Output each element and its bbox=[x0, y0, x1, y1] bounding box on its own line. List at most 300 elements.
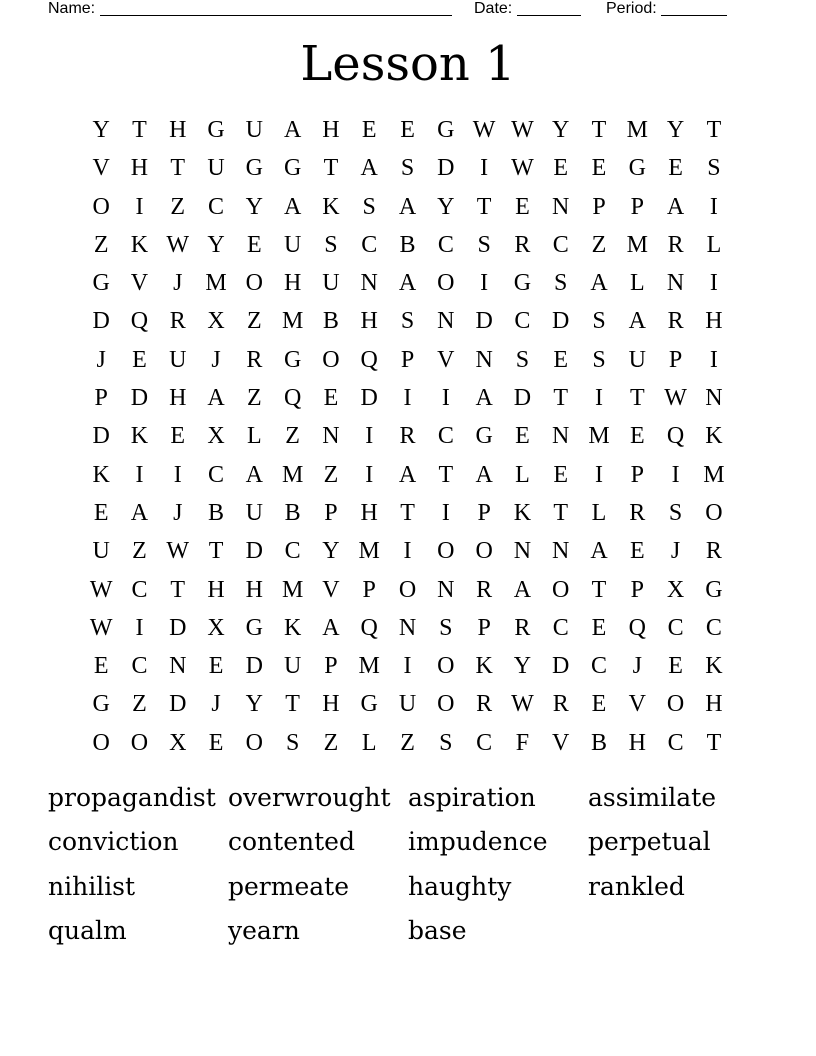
grid-letter[interactable]: U bbox=[283, 231, 302, 258]
grid-letter[interactable]: A bbox=[360, 155, 378, 182]
grid-letter[interactable]: E bbox=[208, 729, 224, 756]
grid-letter[interactable]: J bbox=[670, 538, 681, 565]
grid-letter[interactable]: E bbox=[629, 423, 645, 450]
grid-letter[interactable]: S bbox=[324, 231, 338, 258]
grid-letter[interactable]: T bbox=[706, 117, 722, 143]
grid-letter[interactable]: N bbox=[322, 423, 340, 450]
grid-letter[interactable]: Y bbox=[513, 653, 532, 680]
grid-letter[interactable]: P bbox=[630, 576, 644, 603]
grid-letter[interactable]: V bbox=[437, 346, 455, 373]
grid-letter[interactable]: C bbox=[514, 308, 531, 335]
grid-letter[interactable]: K bbox=[475, 653, 493, 680]
grid-letter[interactable]: O bbox=[322, 346, 340, 373]
grid-letter[interactable]: M bbox=[358, 538, 380, 565]
grid-letter[interactable]: N bbox=[437, 576, 455, 603]
grid-letter[interactable]: A bbox=[628, 308, 646, 335]
grid-letter[interactable]: O bbox=[437, 270, 455, 297]
grid-letter[interactable]: H bbox=[628, 729, 646, 756]
grid-letter[interactable]: H bbox=[705, 308, 723, 335]
grid-letter[interactable]: J bbox=[211, 346, 221, 373]
grid-letter[interactable]: I bbox=[709, 346, 718, 373]
grid-letter[interactable]: S bbox=[668, 499, 683, 526]
grid-letter[interactable]: C bbox=[361, 231, 378, 258]
grid-letter[interactable]: W bbox=[511, 117, 534, 143]
grid-letter[interactable]: B bbox=[284, 499, 301, 526]
grid-letter[interactable]: N bbox=[513, 538, 532, 565]
grid-letter[interactable]: J bbox=[173, 499, 183, 526]
grid-letter[interactable]: O bbox=[130, 729, 149, 756]
grid-letter[interactable]: G bbox=[475, 423, 493, 450]
grid-letter[interactable]: R bbox=[246, 346, 263, 373]
grid-letter[interactable]: D bbox=[513, 385, 532, 412]
grid-letter[interactable]: U bbox=[322, 270, 340, 297]
grid-letter[interactable]: H bbox=[322, 117, 340, 143]
grid-letter[interactable]: G bbox=[283, 155, 302, 182]
grid-letter[interactable]: Z bbox=[591, 231, 607, 258]
grid-letter[interactable]: Q bbox=[628, 614, 646, 641]
grid-letter[interactable]: C bbox=[131, 576, 148, 603]
grid-letter[interactable]: V bbox=[628, 691, 646, 718]
grid-letter[interactable]: O bbox=[475, 538, 493, 565]
grid-letter[interactable]: U bbox=[207, 155, 225, 182]
grid-letter[interactable]: V bbox=[92, 155, 110, 182]
grid-letter[interactable]: W bbox=[664, 385, 687, 412]
grid-letter[interactable]: K bbox=[130, 231, 149, 258]
grid-letter[interactable]: Q bbox=[360, 346, 378, 373]
grid-letter[interactable]: W bbox=[472, 117, 496, 143]
grid-letter[interactable]: E bbox=[591, 614, 607, 641]
grid-letter[interactable]: C bbox=[437, 231, 454, 258]
grid-letter[interactable]: X bbox=[207, 308, 225, 335]
grid-letter[interactable]: S bbox=[285, 729, 300, 756]
grid-letter[interactable]: W bbox=[166, 538, 190, 565]
grid-letter[interactable]: G bbox=[245, 614, 263, 641]
grid-letter[interactable]: Y bbox=[552, 117, 570, 143]
grid-letter[interactable]: S bbox=[400, 308, 415, 335]
grid-letter[interactable]: R bbox=[667, 231, 684, 258]
grid-letter[interactable]: Q bbox=[130, 308, 149, 335]
grid-letter[interactable]: W bbox=[166, 231, 190, 258]
grid-letter[interactable]: W bbox=[89, 614, 113, 641]
word-bank-item: rankled bbox=[588, 871, 685, 901]
grid-letter[interactable]: B bbox=[208, 499, 225, 526]
grid-letter[interactable]: O bbox=[666, 691, 685, 718]
grid-letter[interactable]: M bbox=[703, 461, 725, 488]
grid-letter[interactable]: D bbox=[475, 308, 493, 335]
grid-letter[interactable]: E bbox=[400, 117, 415, 143]
grid-letter[interactable]: R bbox=[399, 423, 416, 450]
grid-letter[interactable]: G bbox=[92, 691, 110, 718]
grid-letter[interactable]: E bbox=[93, 499, 109, 526]
grid-letter[interactable]: Y bbox=[207, 231, 225, 258]
grid-letter[interactable]: T bbox=[706, 729, 722, 756]
grid-letter[interactable]: M bbox=[281, 576, 304, 603]
grid-letter[interactable]: C bbox=[208, 461, 225, 488]
grid-letter[interactable]: O bbox=[437, 538, 455, 565]
grid-letter[interactable]: H bbox=[130, 155, 149, 182]
grid-row bbox=[82, 188, 733, 226]
grid-letter[interactable]: E bbox=[668, 653, 683, 680]
grid-letter[interactable]: C bbox=[437, 423, 454, 450]
grid-letter[interactable]: H bbox=[169, 117, 187, 143]
grid-letter[interactable]: T bbox=[591, 576, 607, 603]
grid-letter[interactable]: I bbox=[135, 614, 144, 641]
grid-letter[interactable]: L bbox=[361, 729, 377, 756]
grid-letter[interactable]: S bbox=[477, 231, 491, 258]
grid-letter[interactable]: A bbox=[475, 461, 493, 488]
grid-letter[interactable]: Z bbox=[247, 385, 262, 412]
grid-letter[interactable]: K bbox=[130, 423, 149, 450]
grid-letter[interactable]: Z bbox=[323, 729, 339, 756]
grid-letter[interactable]: O bbox=[437, 691, 455, 718]
grid-letter[interactable]: J bbox=[96, 346, 106, 373]
grid-letter[interactable]: D bbox=[92, 423, 110, 450]
grid-letter[interactable]: E bbox=[247, 231, 262, 258]
grid-row bbox=[82, 341, 733, 379]
word-bank-item: aspiration bbox=[408, 783, 536, 812]
grid-letter[interactable]: S bbox=[592, 308, 606, 335]
grid-letter[interactable]: C bbox=[476, 729, 493, 756]
grid-letter[interactable]: I bbox=[441, 385, 450, 412]
grid-letter[interactable]: S bbox=[439, 729, 453, 756]
grid-letter[interactable]: R bbox=[667, 308, 684, 335]
grid-letter[interactable]: H bbox=[207, 576, 225, 603]
grid-letter[interactable]: V bbox=[322, 576, 340, 603]
grid-letter[interactable]: T bbox=[400, 499, 415, 526]
grid-letter[interactable]: T bbox=[476, 193, 492, 220]
grid-letter[interactable]: H bbox=[245, 576, 263, 603]
grid-letter[interactable]: I bbox=[135, 461, 144, 488]
grid-letter[interactable]: N bbox=[360, 270, 378, 297]
grid-letter[interactable]: X bbox=[169, 729, 187, 756]
grid-letter[interactable]: I bbox=[403, 385, 412, 412]
grid-letter[interactable]: P bbox=[324, 653, 338, 680]
grid-letter[interactable]: H bbox=[360, 308, 378, 335]
grid-letter[interactable]: C bbox=[131, 653, 148, 680]
grid-letter[interactable]: E bbox=[515, 423, 530, 450]
period-blank-line[interactable] bbox=[661, 0, 727, 16]
date-field[interactable] bbox=[474, 0, 581, 18]
grid-letter[interactable]: S bbox=[707, 155, 721, 182]
grid-letter[interactable]: R bbox=[514, 231, 531, 258]
grid-letter[interactable]: O bbox=[705, 499, 723, 526]
grid-letter[interactable]: Y bbox=[245, 193, 263, 220]
grid-letter[interactable]: J bbox=[211, 691, 221, 718]
grid-letter[interactable]: N bbox=[666, 270, 685, 297]
grid-letter[interactable]: Z bbox=[132, 691, 147, 718]
grid-letter[interactable]: G bbox=[207, 117, 225, 143]
grid-letter[interactable]: D bbox=[169, 691, 187, 718]
grid-letter[interactable]: E bbox=[553, 346, 569, 373]
grid-letter[interactable]: N bbox=[552, 538, 570, 565]
grid-letter[interactable]: L bbox=[629, 270, 645, 297]
grid-letter[interactable]: U bbox=[283, 653, 302, 680]
grid-letter[interactable]: M bbox=[626, 231, 648, 258]
grid-letter[interactable]: H bbox=[705, 691, 723, 718]
grid-letter[interactable]: C bbox=[552, 231, 569, 258]
grid-letter[interactable]: M bbox=[205, 270, 227, 297]
grid-letter[interactable]: W bbox=[511, 691, 534, 718]
grid-letter[interactable]: V bbox=[130, 270, 149, 297]
grid-letter[interactable]: I bbox=[365, 461, 374, 488]
grid-letter[interactable]: I bbox=[595, 461, 603, 488]
grid-letter[interactable]: I bbox=[671, 461, 680, 488]
grid-letter[interactable]: O bbox=[245, 729, 263, 756]
grid-letter[interactable]: Z bbox=[93, 231, 109, 258]
grid-letter[interactable]: X bbox=[207, 423, 225, 450]
grid-letter[interactable]: O bbox=[552, 576, 570, 603]
grid-letter[interactable]: G bbox=[437, 117, 455, 143]
grid-letter[interactable]: M bbox=[281, 308, 304, 335]
grid-letter[interactable]: K bbox=[705, 423, 723, 450]
grid-letter[interactable]: D bbox=[437, 155, 455, 182]
grid-letter[interactable]: I bbox=[403, 538, 412, 565]
name-blank-line[interactable] bbox=[100, 0, 452, 16]
grid-letter[interactable]: T bbox=[132, 117, 147, 143]
grid-letter[interactable]: K bbox=[705, 653, 723, 680]
grid-letter[interactable]: H bbox=[283, 270, 302, 297]
grid-letter[interactable]: E bbox=[323, 385, 339, 412]
grid-letter[interactable]: S bbox=[362, 193, 376, 220]
grid-letter[interactable]: T bbox=[323, 155, 339, 182]
grid-letter[interactable]: C bbox=[552, 614, 569, 641]
grid-letter[interactable]: K bbox=[513, 499, 532, 526]
name-field[interactable] bbox=[48, 0, 452, 18]
grid-letter[interactable]: A bbox=[283, 117, 302, 143]
grid-letter[interactable]: E bbox=[208, 653, 224, 680]
grid-letter[interactable]: P bbox=[668, 346, 683, 373]
grid-letter[interactable]: S bbox=[554, 270, 568, 297]
grid-letter[interactable]: I bbox=[709, 193, 718, 220]
grid-letter[interactable]: H bbox=[360, 499, 378, 526]
grid-letter[interactable]: M bbox=[588, 423, 610, 450]
grid-letter[interactable]: S bbox=[439, 614, 453, 641]
grid-letter[interactable]: T bbox=[170, 576, 186, 603]
grid-letter[interactable]: H bbox=[322, 691, 340, 718]
grid-letter[interactable]: G bbox=[92, 270, 110, 297]
grid-letter[interactable]: Y bbox=[322, 538, 340, 565]
grid-letter[interactable]: T bbox=[170, 155, 186, 182]
grid-letter[interactable]: E bbox=[361, 117, 377, 143]
grid-letter[interactable]: M bbox=[358, 653, 380, 680]
grid-letter[interactable]: A bbox=[322, 614, 340, 641]
grid-letter[interactable]: G bbox=[705, 576, 723, 603]
date-blank-line[interactable] bbox=[517, 0, 581, 16]
grid-letter[interactable]: A bbox=[666, 193, 685, 220]
grid-letter[interactable]: Y bbox=[437, 193, 455, 220]
grid-letter[interactable]: P bbox=[324, 499, 338, 526]
grid-letter[interactable]: Y bbox=[666, 117, 685, 143]
grid-letter[interactable]: E bbox=[629, 538, 645, 565]
grid-letter[interactable]: A bbox=[513, 576, 532, 603]
grid-letter[interactable]: G bbox=[245, 155, 263, 182]
grid-letter[interactable]: P bbox=[477, 499, 491, 526]
grid-letter[interactable]: R bbox=[476, 691, 493, 718]
grid-letter[interactable]: N bbox=[437, 308, 455, 335]
grid-letter[interactable]: D bbox=[92, 308, 110, 335]
grid-letter[interactable]: P bbox=[477, 614, 491, 641]
grid-letter[interactable]: R bbox=[514, 614, 531, 641]
grid-letter[interactable]: I bbox=[173, 461, 182, 488]
grid-letter[interactable]: K bbox=[322, 193, 340, 220]
grid-letter[interactable]: O bbox=[398, 576, 417, 603]
grid-letter[interactable]: J bbox=[173, 270, 183, 297]
grid-letter[interactable]: E bbox=[553, 461, 569, 488]
grid-letter[interactable]: W bbox=[89, 576, 113, 603]
grid-letter[interactable]: P bbox=[592, 193, 606, 220]
grid-letter[interactable]: L bbox=[247, 423, 262, 450]
grid-letter[interactable]: N bbox=[705, 385, 723, 412]
grid-letter[interactable]: H bbox=[169, 385, 187, 412]
grid-letter[interactable]: D bbox=[552, 653, 570, 680]
grid-letter[interactable]: A bbox=[398, 193, 417, 220]
grid-letter[interactable]: G bbox=[628, 155, 646, 182]
grid-letter[interactable]: E bbox=[591, 155, 607, 182]
grid-letter[interactable]: D bbox=[130, 385, 149, 412]
grid-letter[interactable]: T bbox=[553, 499, 569, 526]
grid-letter[interactable]: N bbox=[552, 193, 570, 220]
grid-letter[interactable]: D bbox=[169, 614, 187, 641]
grid-letter[interactable]: X bbox=[207, 614, 225, 641]
grid-letter[interactable]: G bbox=[360, 691, 378, 718]
grid-letter[interactable]: Z bbox=[132, 538, 147, 565]
grid-letter[interactable]: I bbox=[441, 499, 450, 526]
grid-letter[interactable]: I bbox=[480, 270, 489, 297]
grid-letter[interactable]: E bbox=[93, 653, 109, 680]
grid-letter[interactable]: U bbox=[245, 499, 263, 526]
grid-letter[interactable]: E bbox=[591, 691, 607, 718]
grid-letter[interactable]: U bbox=[92, 538, 110, 565]
grid-letter[interactable]: Z bbox=[247, 308, 262, 335]
grid-letter[interactable]: N bbox=[169, 653, 187, 680]
grid-letter[interactable]: Z bbox=[323, 461, 339, 488]
grid-letter[interactable]: P bbox=[630, 461, 644, 488]
grid-letter[interactable]: G bbox=[283, 346, 302, 373]
grid-letter[interactable]: T bbox=[553, 385, 569, 412]
grid-letter[interactable]: E bbox=[132, 346, 147, 373]
grid-letter[interactable]: R bbox=[705, 538, 722, 565]
grid-letter[interactable]: Z bbox=[170, 193, 186, 220]
grid-letter[interactable]: E bbox=[515, 193, 530, 220]
grid-letter[interactable]: L bbox=[591, 499, 607, 526]
grid-letter[interactable]: K bbox=[283, 614, 302, 641]
grid-letter[interactable]: E bbox=[668, 155, 683, 182]
grid-letter[interactable]: T bbox=[629, 385, 645, 412]
grid-letter[interactable]: E bbox=[170, 423, 186, 450]
grid-letter[interactable]: I bbox=[709, 270, 718, 297]
grid-letter[interactable]: Z bbox=[400, 729, 415, 756]
grid-letter[interactable]: A bbox=[283, 193, 302, 220]
grid-letter[interactable]: Z bbox=[285, 423, 300, 450]
grid-letter[interactable]: C bbox=[667, 614, 684, 641]
grid-letter[interactable]: Q bbox=[283, 385, 302, 412]
grid-letter[interactable]: G bbox=[513, 270, 532, 297]
grid-letter[interactable]: P bbox=[362, 576, 376, 603]
grid-letter[interactable]: R bbox=[552, 691, 569, 718]
grid-letter[interactable]: S bbox=[592, 346, 606, 373]
grid-letter[interactable]: J bbox=[632, 653, 642, 680]
grid-letter[interactable]: S bbox=[515, 346, 530, 373]
grid-letter[interactable]: A bbox=[398, 461, 417, 488]
grid-letter[interactable]: T bbox=[438, 461, 454, 488]
grid-letter[interactable]: O bbox=[92, 729, 110, 756]
grid-letter[interactable]: L bbox=[706, 231, 722, 258]
grid-letter[interactable]: I bbox=[403, 653, 412, 680]
grid-letter[interactable]: B bbox=[591, 729, 608, 756]
grid-letter[interactable]: L bbox=[515, 461, 530, 488]
grid-letter[interactable]: A bbox=[590, 538, 608, 565]
grid-letter[interactable]: X bbox=[666, 576, 685, 603]
grid-letter[interactable]: A bbox=[398, 270, 417, 297]
grid-letter[interactable]: T bbox=[591, 117, 607, 143]
grid-letter[interactable]: N bbox=[398, 614, 417, 641]
grid-letter[interactable]: D bbox=[552, 308, 570, 335]
grid-letter[interactable]: E bbox=[553, 155, 569, 182]
grid-letter[interactable]: T bbox=[285, 691, 300, 718]
grid-letter[interactable]: V bbox=[552, 729, 570, 756]
grid-letter[interactable]: A bbox=[590, 270, 608, 297]
grid-letter[interactable]: C bbox=[705, 614, 722, 641]
grid-letter[interactable]: I bbox=[135, 193, 144, 220]
grid-letter[interactable]: I bbox=[365, 423, 374, 450]
grid-letter[interactable]: N bbox=[552, 423, 570, 450]
grid-letter[interactable]: Q bbox=[360, 614, 378, 641]
grid-letter[interactable]: O bbox=[92, 193, 110, 220]
word-bank-item: conviction bbox=[48, 827, 179, 857]
grid-letter[interactable]: Y bbox=[92, 117, 110, 143]
grid-letter[interactable]: B bbox=[322, 308, 339, 335]
grid-letter[interactable]: T bbox=[208, 538, 224, 565]
grid-letter[interactable]: K bbox=[92, 461, 110, 488]
grid-letter[interactable]: I bbox=[595, 385, 603, 412]
grid-letter[interactable]: D bbox=[245, 538, 263, 565]
grid-letter[interactable]: A bbox=[245, 461, 263, 488]
grid-letter[interactable]: U bbox=[628, 346, 646, 373]
grid-letter[interactable]: C bbox=[208, 193, 225, 220]
grid-letter[interactable]: R bbox=[476, 576, 493, 603]
grid-letter[interactable]: M bbox=[626, 117, 648, 143]
grid-letter[interactable]: C bbox=[284, 538, 301, 565]
grid-letter[interactable]: F bbox=[515, 729, 530, 756]
grid-letter[interactable]: O bbox=[245, 270, 263, 297]
grid-letter[interactable]: C bbox=[591, 653, 608, 680]
grid-letter[interactable]: O bbox=[437, 653, 455, 680]
grid-letter[interactable]: A bbox=[130, 499, 149, 526]
grid-letter[interactable]: C bbox=[667, 729, 684, 756]
grid-letter[interactable]: P bbox=[630, 193, 644, 220]
grid-letter[interactable]: S bbox=[400, 155, 415, 182]
grid-letter[interactable]: R bbox=[629, 499, 646, 526]
grid-letter[interactable]: P bbox=[400, 346, 415, 373]
grid-letter[interactable]: Y bbox=[245, 691, 263, 718]
grid-letter[interactable]: A bbox=[207, 385, 225, 412]
grid-letter[interactable]: Q bbox=[666, 423, 685, 450]
grid-letter[interactable]: M bbox=[281, 461, 304, 488]
period-field[interactable] bbox=[606, 0, 727, 18]
grid-letter[interactable]: U bbox=[245, 117, 263, 143]
grid-letter[interactable]: N bbox=[475, 346, 493, 373]
grid-letter[interactable]: U bbox=[398, 691, 417, 718]
grid-letter[interactable]: P bbox=[94, 385, 108, 412]
grid-letter[interactable]: D bbox=[360, 385, 378, 412]
grid-letter[interactable]: W bbox=[511, 155, 534, 182]
grid-letter[interactable]: B bbox=[399, 231, 416, 258]
grid-letter[interactable]: D bbox=[245, 653, 263, 680]
grid-letter[interactable]: A bbox=[475, 385, 493, 412]
grid-letter[interactable]: R bbox=[169, 308, 186, 335]
grid-letter[interactable]: U bbox=[169, 346, 187, 373]
grid-letter[interactable]: I bbox=[480, 155, 489, 182]
